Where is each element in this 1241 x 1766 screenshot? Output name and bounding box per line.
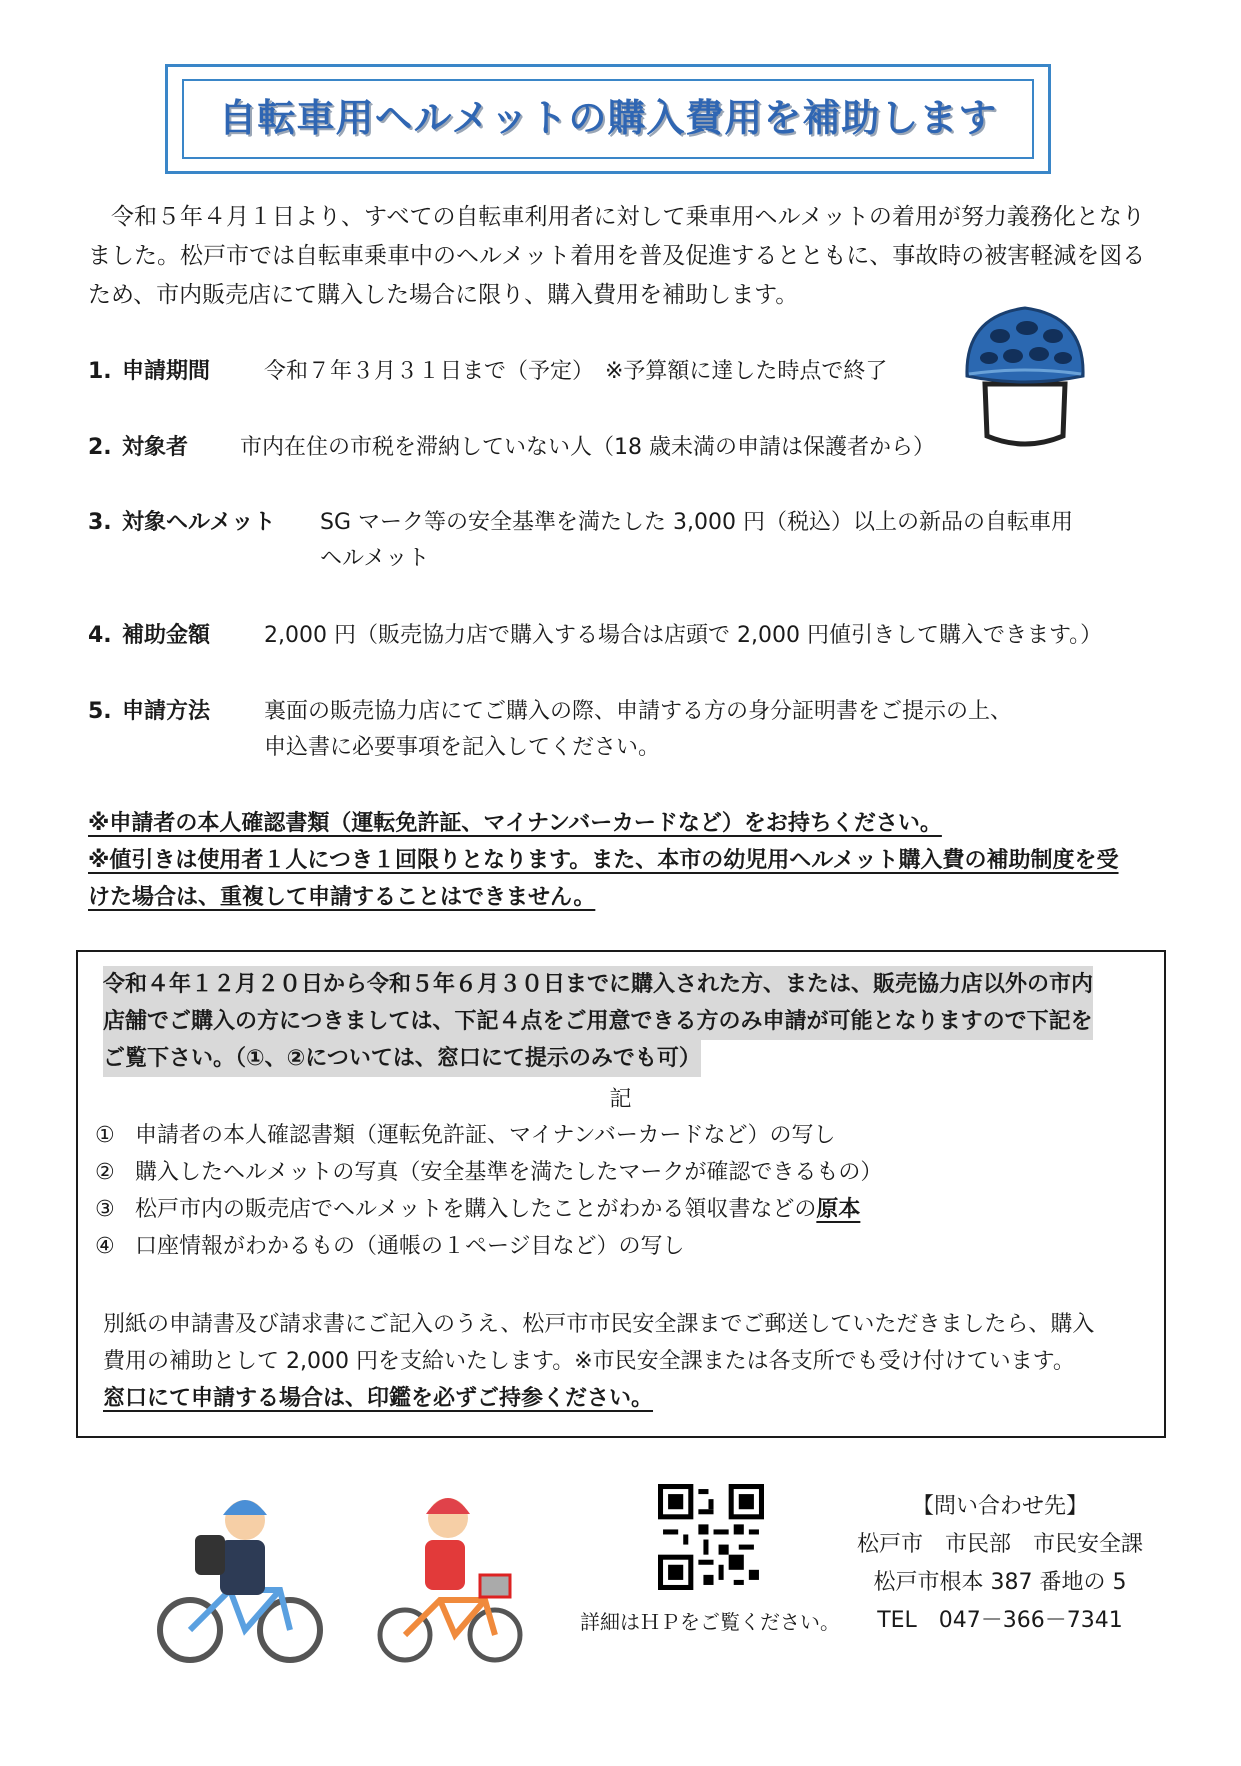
intro-line: 令和５年４月１日より、すべての自転車利用者に対して乗車用ヘルメットの着用が努力義務化となり [88, 204, 1145, 230]
item-number: 5. [88, 699, 112, 724]
item-text: 2,000 円（販売協力店で購入する場合は店頭で 2,000 円値引きして購入できます。） [264, 623, 1103, 648]
list-item [95, 1228, 882, 1265]
note-line: ※申請者の本人確認書類（運転免許証、マイナンバーカードなど）をお持ちください。 [88, 811, 942, 836]
item-label: 補助金額 [122, 623, 211, 648]
item-application-period [88, 354, 1088, 394]
footer-line: 別紙の申請書及び請求書にご記入のうえ、松戸市市民安全課までご郵送していただきましたら、購入 [103, 1312, 1095, 1337]
child-cyclist-illustration [370, 1470, 540, 1670]
box-footer [103, 1306, 1094, 1417]
item-eligible-person [88, 430, 1088, 470]
item-number: 2. [88, 435, 112, 460]
list-mark: ④ [95, 1234, 115, 1259]
list-mark: ① [95, 1123, 115, 1148]
contact-heading: 【問い合わせ先】 [911, 1494, 1088, 1519]
contact-tel: TEL 047－366－7341 [877, 1608, 1123, 1633]
highlight-line: 令和４年１２月２０日から令和５年６月３０日までに購入された方、または、販売協力店以外の市内 [103, 966, 1093, 1003]
item-subsidy-amount [88, 618, 1168, 658]
footer-line: 費用の補助として 2,000 円を支給いたします。※市民安全課または各支所でも受け付けています。 [103, 1349, 1075, 1374]
list-item [95, 1154, 882, 1191]
title-frame [165, 64, 1051, 174]
list-text: 口座情報がわかるもの（通帳の１ページ目など）の写し [135, 1234, 685, 1259]
hp-note: 詳細はＨＰをご覧ください。 [580, 1610, 840, 1634]
item-eligible-helmet [88, 505, 1128, 585]
footer-emphasis: 窓口にて申請する場合は、印鑑を必ずご持参ください。 [103, 1386, 654, 1411]
notes [88, 805, 1168, 916]
item-number: 1. [88, 359, 112, 384]
list-text: 申請者の本人確認書類（運転免許証、マイナンバーカードなど）の写し [135, 1123, 836, 1148]
item-text: 申込書に必要事項を記入してください。 [264, 735, 661, 760]
intro-line: ました。松戸市では自転車乗車中のヘルメット着用を普及促進するとともに、事故時の被害軽減を図る [88, 243, 1146, 269]
contact-department: 松戸市 市民部 市民安全課 [856, 1532, 1143, 1557]
list-item [95, 1191, 882, 1228]
item-text: 市内在住の市税を滞納していない人（18 歳未満の申請は保護者から） [240, 435, 935, 460]
item-text: SG マーク等の安全基準を満たした 3,000 円（税込）以上の新品の自転車用 [320, 510, 1073, 535]
contact-block [840, 1488, 1160, 1640]
note-line: けた場合は、重複して申請することはできません。 [88, 885, 596, 910]
adult-cyclist-illustration [150, 1470, 330, 1670]
list-emphasis: 原本 [816, 1197, 861, 1222]
item-label: 申請方法 [122, 699, 211, 724]
list-text: 松戸市内の販売店でヘルメットを購入したことがわかる領収書などの [135, 1197, 817, 1222]
item-application-method [88, 694, 1128, 774]
required-documents-list [95, 1117, 882, 1265]
item-text: 令和７年３月３１日まで（予定） ※予算額に達した時点で終了 [264, 359, 888, 384]
highlight-line: ご覧下さい。（①、②については、窓口にて提示のみでも可） [103, 1040, 701, 1077]
item-text: 裏面の販売協力店にてご購入の際、申請する方の身分証明書をご提示の上、 [264, 699, 1013, 724]
page-title: 自転車用ヘルメットの購入費用を補助します [218, 96, 998, 140]
contact-address: 松戸市根本 387 番地の 5 [873, 1570, 1127, 1595]
list-mark: ② [95, 1160, 115, 1185]
ki-heading: 記 [609, 1087, 632, 1112]
item-label: 対象者 [122, 435, 189, 460]
item-label: 対象ヘルメット [122, 510, 276, 535]
highlight-line: 店舗でご購入の方につきましては、下記４点をご用意できる方のみ申請が可能となりますので下記を [103, 1003, 1093, 1040]
item-number: 3. [88, 510, 112, 535]
list-text: 購入したヘルメットの写真（安全基準を満たしたマークが確認できるもの） [135, 1160, 883, 1185]
list-mark: ③ [95, 1197, 115, 1222]
item-number: 4. [88, 623, 112, 648]
list-item [95, 1117, 882, 1154]
intro-line: ため、市内販売店にて購入した場合に限り、購入費用を補助します。 [88, 282, 799, 308]
box-highlight-text [103, 966, 1093, 1077]
item-label: 申請期間 [122, 359, 211, 384]
qr-code[interactable] [658, 1484, 764, 1590]
item-text: ヘルメット [320, 546, 430, 571]
note-line: ※値引きは使用者１人につき１回限りとなります。また、本市の幼児用ヘルメット購入費の補助制度を受 [88, 848, 1119, 873]
